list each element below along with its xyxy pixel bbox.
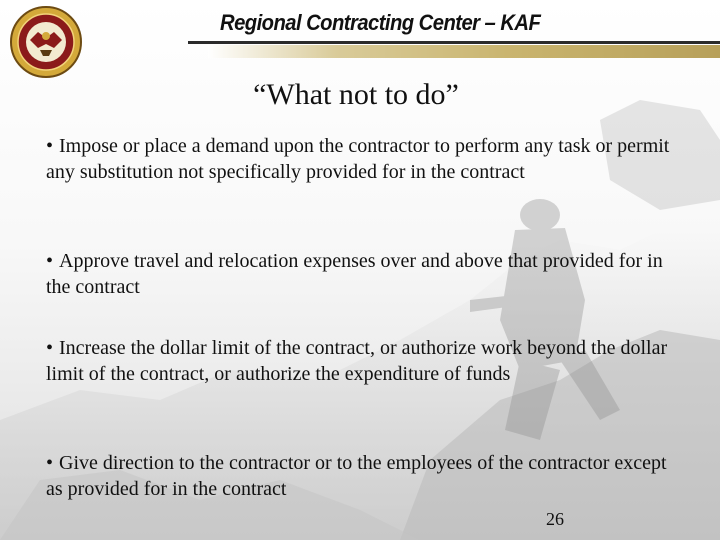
bullet-item	[46, 451, 686, 502]
bullet-marker: •	[46, 452, 54, 474]
organization-title: Regional Contracting Center – KAF	[220, 10, 541, 35]
page-number: 26	[546, 509, 564, 529]
bullet-item	[46, 336, 686, 387]
header-rule-dark	[188, 41, 720, 44]
bullet-text: Approve travel and relocation expenses over and above that provided for in the contract	[46, 250, 663, 298]
bullet-item	[46, 134, 686, 185]
army-contracting-seal-icon	[8, 4, 84, 80]
bullet-marker: •	[46, 135, 54, 157]
bullet-marker: •	[46, 250, 54, 272]
slide-title-text: “What not to do”	[253, 78, 459, 111]
bullet-text: Give direction to the contractor or to the employees of the contractor except as provided for in the contract	[46, 452, 667, 500]
bullet-text: Increase the dollar limit of the contract, or authorize work beyond the dollar limit of the contract, or authorize the expenditure of funds	[46, 337, 668, 385]
slide-header	[0, 0, 720, 70]
bullet-text: Impose or place a demand upon the contractor to perform any task or permit any substitution not specifically provided for in the contract	[46, 135, 670, 183]
header-rule-gold	[208, 45, 720, 58]
bullet-item	[46, 249, 686, 300]
bullet-marker: •	[46, 337, 54, 359]
slide-title	[0, 78, 720, 112]
